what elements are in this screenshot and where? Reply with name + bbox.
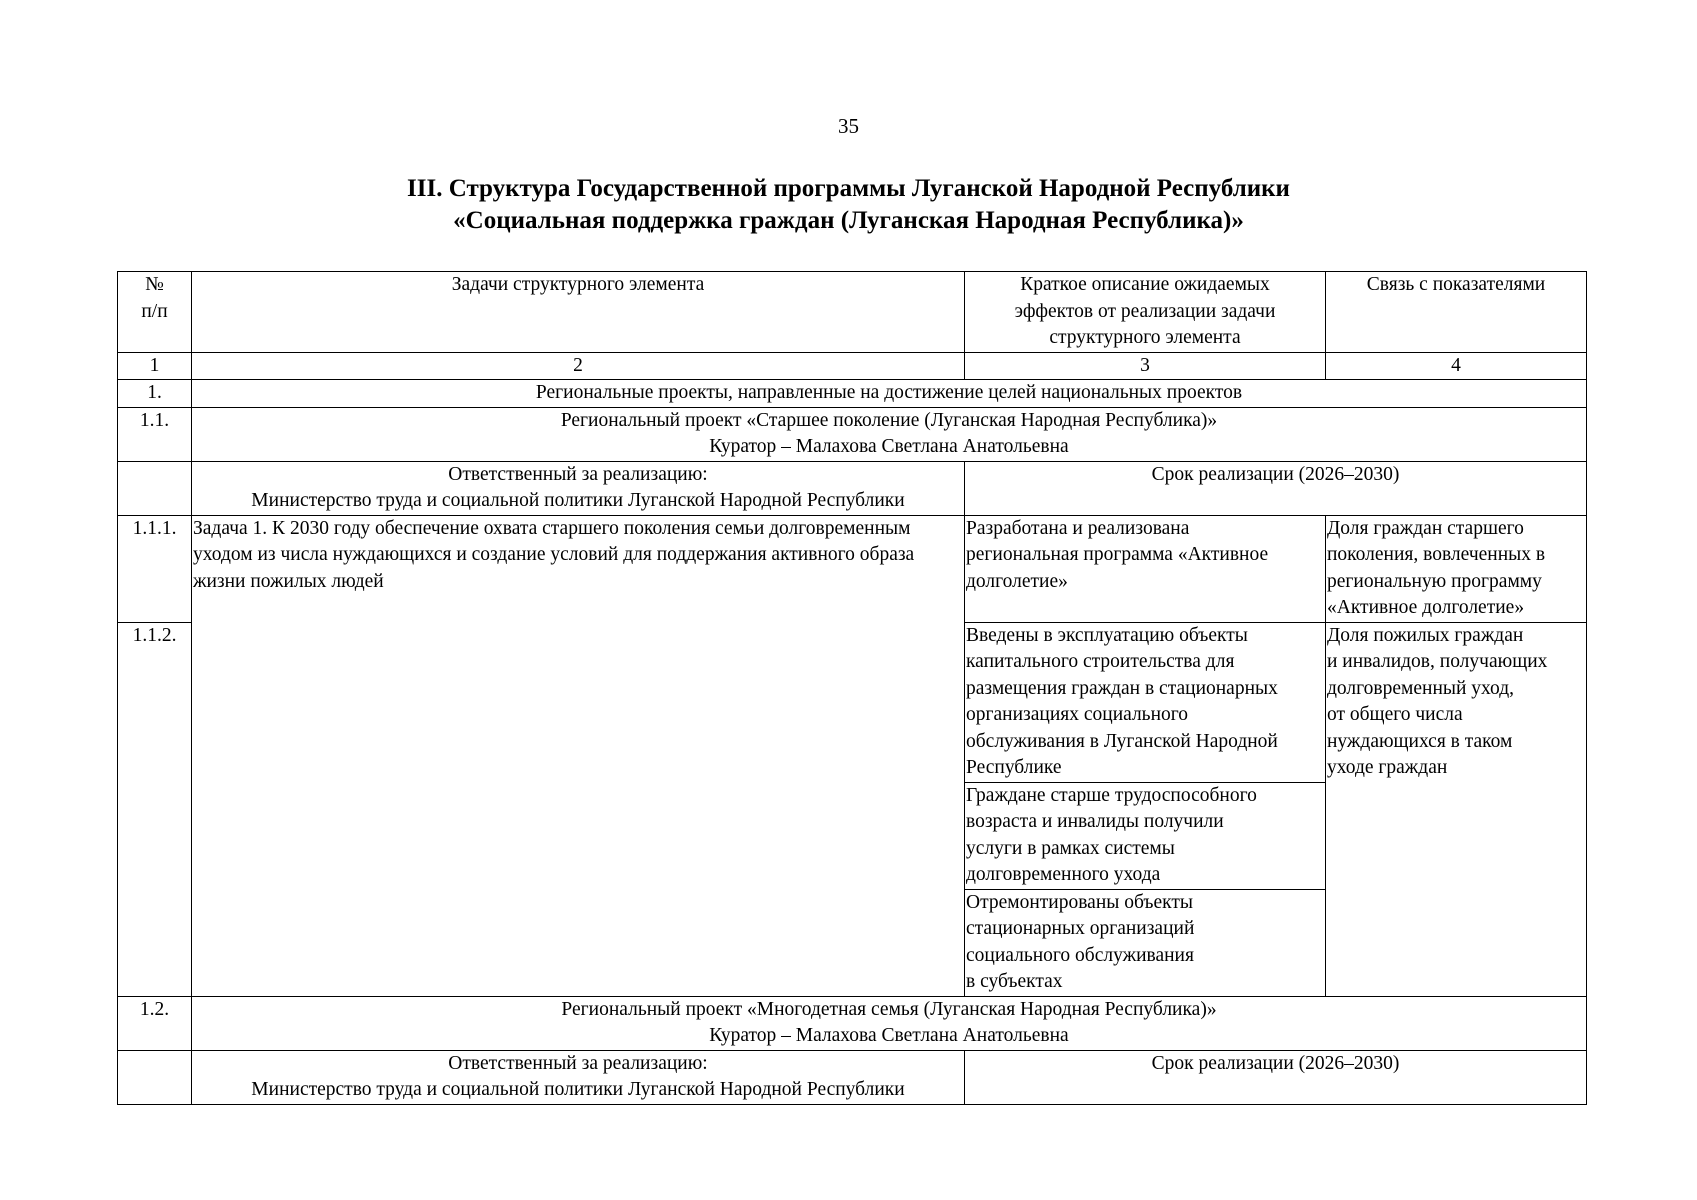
- responsible-row-2: [118, 1050, 1587, 1104]
- effect-1-1-2-a-text: Введены в эксплуатацию объекты капитального строительства для размещения граждан в стационарных организациях социального обслуживания в Луганской Народной Республике: [966, 624, 1278, 778]
- row-num-1-1-1: 1.1.1.: [118, 515, 192, 622]
- responsible2-empty: [118, 1050, 192, 1104]
- project2-cell: [192, 996, 1587, 1050]
- project-curator: Куратор – Малахова Светлана Анатольевна: [709, 436, 1069, 457]
- responsible-row: [118, 461, 1587, 515]
- task-text: Задача 1. К 2030 году обеспечение охвата старшего поколения семьи долговременным уходом из числа нуждающихся и создание условий для поддержания активного образа жизни пожилых людей: [192, 515, 965, 996]
- title-line-2: «Социальная поддержка граждан (Луганская Народная Республика)»: [453, 207, 1244, 234]
- page-number: 35: [838, 114, 859, 138]
- term2-cell: Срок реализации (2026–2030): [965, 1050, 1587, 1104]
- effect-1-1-1-text: Разработана и реализована региональная программа «Активное долголетие»: [966, 517, 1269, 592]
- indicator-1-1-2-text: Доля пожилых граждан и инвалидов, получающих долговременный уход, от общего числа нуждающихся в таком уходе граждан: [1327, 624, 1548, 778]
- effect-1-1-2-c-text: Отремонтированы объекты стационарных организаций социального обслуживания в субъектах: [966, 891, 1195, 992]
- responsible2-cell: [192, 1050, 965, 1104]
- header-num-text: № п/п: [141, 274, 168, 322]
- header-row: [118, 272, 1587, 353]
- effect-1-1-2-c: [965, 889, 1326, 996]
- project-row: [118, 407, 1587, 461]
- title-line-1: III. Структура Государственной программы Луганской Народной Республики: [407, 175, 1290, 202]
- header-effects: [965, 272, 1326, 353]
- project2-curator: Куратор – Малахова Светлана Анатольевна: [709, 1025, 1069, 1046]
- task-row-1-1-1: [118, 515, 1587, 622]
- structure-table: [117, 271, 1587, 1105]
- row-num-1-1-2: 1.1.2.: [118, 622, 192, 996]
- header-num: [118, 272, 192, 353]
- effect-1-1-2-a: [965, 622, 1326, 782]
- indicator-1-1-2: [1326, 622, 1587, 996]
- term-cell: Срок реализации (2026–2030): [965, 461, 1587, 515]
- responsible-cell: [192, 461, 965, 515]
- section-num: 1.: [118, 380, 192, 408]
- section-title: Региональные проекты, направленные на достижение целей национальных проектов: [192, 380, 1587, 408]
- project2-num: 1.2.: [118, 996, 192, 1050]
- header-tasks: Задачи структурного элемента: [192, 272, 965, 353]
- project2-title: Региональный проект «Многодетная семья (Луганская Народная Республика)»: [561, 998, 1217, 1020]
- effect-1-1-1: [965, 515, 1326, 622]
- responsible-empty: [118, 461, 192, 515]
- project-row-2: [118, 996, 1587, 1050]
- responsible2-text: Ответственный за реализацию: Министерство труда и социальной политики Луганской Народной Республики: [251, 1052, 905, 1100]
- project-num: 1.1.: [118, 407, 192, 461]
- effect-1-1-2-b-text: Граждане старше трудоспособного возраста и инвалиды получили услуги в рамках системы долговременного ухода: [966, 784, 1257, 885]
- responsible-text: Ответственный за реализацию: Министерство труда и социальной политики Луганской Народной Республики: [251, 463, 905, 511]
- section-row: [118, 380, 1587, 408]
- indicator-1-1-1-text: Доля граждан старшего поколения, вовлеченных в региональную программу «Активное долголетие»: [1327, 517, 1546, 618]
- indicator-1-1-1: [1326, 515, 1587, 622]
- project-title: Региональный проект «Старшее поколение (Луганская Народная Республика)»: [560, 409, 1218, 431]
- effect-1-1-2-b: [965, 782, 1326, 889]
- header-effects-text: Краткое описание ожидаемых эффектов от реализации задачи структурного элемента: [1014, 274, 1276, 348]
- page-title: [0, 173, 1697, 237]
- header-indicators: Связь с показателями: [1326, 272, 1587, 353]
- col-number-3: 3: [965, 352, 1326, 380]
- column-number-row: [118, 352, 1587, 380]
- col-number-1: 1: [118, 352, 192, 380]
- col-number-4: 4: [1326, 352, 1587, 380]
- col-number-2: 2: [192, 352, 965, 380]
- project-cell: [192, 407, 1587, 461]
